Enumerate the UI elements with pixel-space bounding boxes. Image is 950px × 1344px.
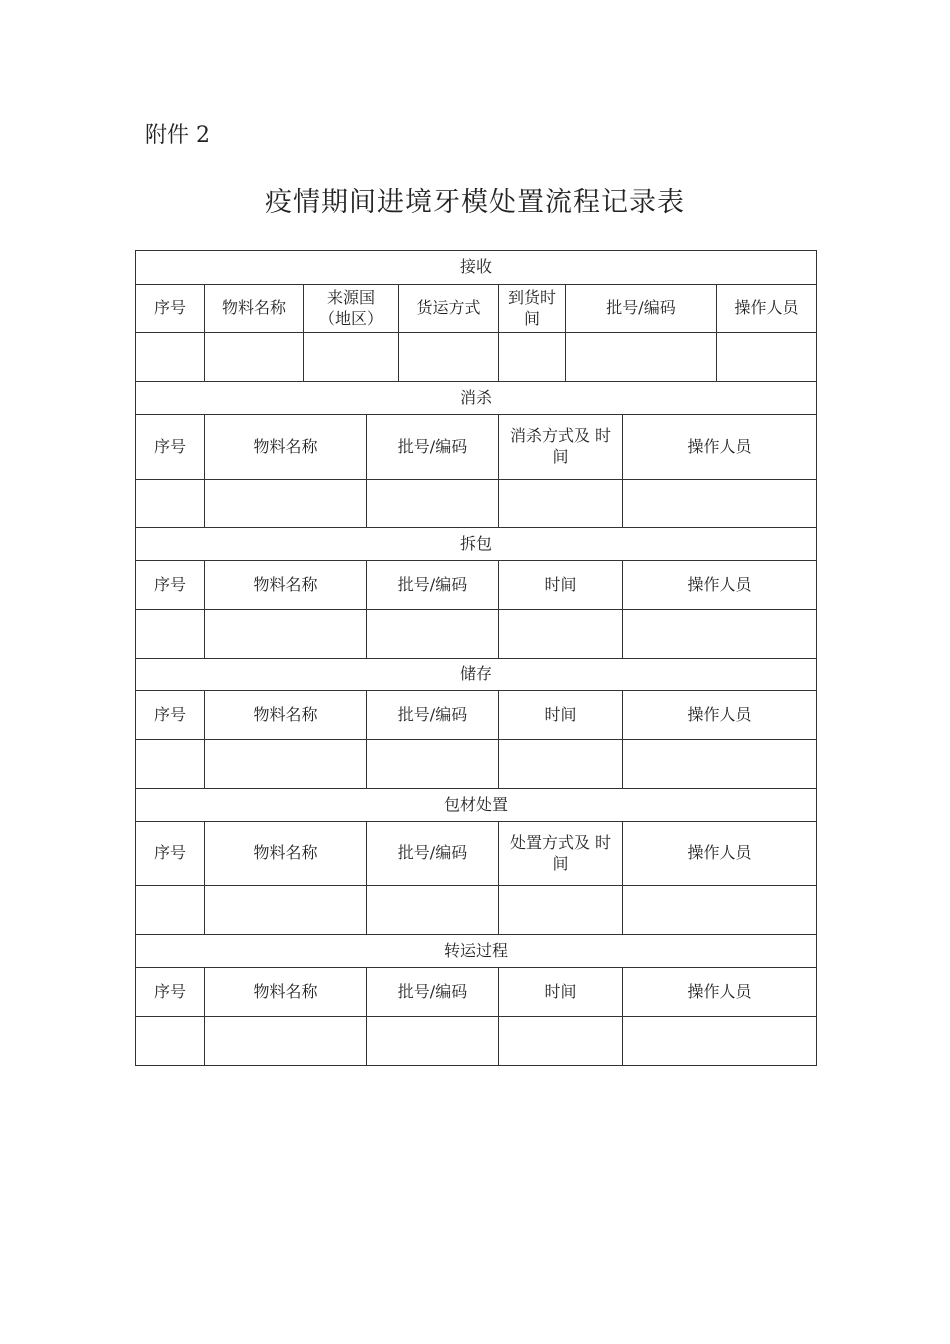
header-batch-code: 批号/编码 (367, 822, 499, 886)
header-time: 时间 (499, 968, 623, 1017)
input-cell[interactable] (499, 740, 623, 789)
header-disposal-line2: 间 (552, 853, 569, 873)
input-cell[interactable] (367, 480, 499, 528)
header-batch-code: 批号/编码 (367, 691, 499, 740)
input-cell[interactable] (205, 480, 367, 528)
input-cell[interactable] (623, 886, 817, 935)
header-operator: 操作人员 (623, 561, 817, 610)
header-operator: 操作人员 (717, 285, 817, 333)
input-cell[interactable] (717, 333, 817, 382)
input-cell[interactable] (367, 740, 499, 789)
header-origin-line1: 来源国 (326, 287, 375, 307)
input-cell[interactable] (367, 886, 499, 935)
input-cell[interactable] (499, 480, 623, 528)
input-cell[interactable] (566, 333, 717, 382)
header-material-name: 物料名称 (205, 968, 367, 1017)
input-cell[interactable] (499, 886, 623, 935)
input-cell[interactable] (136, 886, 205, 935)
header-disinfect-line2: 间 (552, 447, 569, 466)
header-seq: 序号 (136, 285, 205, 333)
header-time: 时间 (499, 561, 623, 610)
header-disinfect-line1: 消杀方式及 时 (509, 426, 612, 446)
input-cell[interactable] (304, 333, 399, 382)
section-title-storage: 储存 (136, 659, 817, 691)
header-seq: 序号 (136, 561, 205, 610)
input-cell[interactable] (136, 610, 205, 659)
header-origin-line2: （地区） (318, 308, 383, 328)
section-title-unpack: 拆包 (136, 528, 817, 561)
input-cell[interactable] (499, 333, 566, 382)
header-origin-country (304, 285, 399, 333)
header-arrival-time: 到货时间 (499, 285, 566, 333)
input-cell[interactable] (205, 1017, 367, 1066)
header-seq: 序号 (136, 415, 205, 480)
input-cell[interactable] (205, 886, 367, 935)
input-cell[interactable] (399, 333, 499, 382)
input-cell[interactable] (623, 1017, 817, 1066)
header-disposal-method-time (499, 822, 623, 886)
header-batch-code: 批号/编码 (367, 561, 499, 610)
section-title-transport: 转运过程 (136, 935, 817, 968)
section-title-receive: 接收 (136, 251, 817, 285)
header-material-name: 物料名称 (205, 561, 367, 610)
header-disposal-line1: 处置方式及 时 (509, 832, 612, 852)
input-cell[interactable] (136, 480, 205, 528)
header-shipping-method: 货运方式 (399, 285, 499, 333)
header-batch-code: 批号/编码 (367, 415, 499, 480)
header-seq: 序号 (136, 691, 205, 740)
input-cell[interactable] (367, 1017, 499, 1066)
input-cell[interactable] (205, 740, 367, 789)
input-cell[interactable] (367, 610, 499, 659)
header-material-name: 物料名称 (205, 691, 367, 740)
header-seq: 序号 (136, 822, 205, 886)
input-cell[interactable] (136, 740, 205, 789)
section-title-packaging: 包材处置 (136, 789, 817, 822)
attachment-label: 附件 2 (145, 123, 210, 148)
header-material-name: 物料名称 (205, 415, 367, 480)
input-cell[interactable] (205, 333, 304, 382)
section-title-disinfect: 消杀 (136, 382, 817, 415)
input-cell[interactable] (499, 1017, 623, 1066)
input-cell[interactable] (623, 480, 817, 528)
header-operator: 操作人员 (623, 968, 817, 1017)
input-cell[interactable] (623, 740, 817, 789)
record-table (135, 250, 817, 1066)
header-operator: 操作人员 (623, 691, 817, 740)
header-material-name: 物料名称 (205, 822, 367, 886)
header-material-name: 物料名称 (205, 285, 304, 333)
header-batch-code: 批号/编码 (566, 285, 717, 333)
input-cell[interactable] (205, 610, 367, 659)
input-cell[interactable] (499, 610, 623, 659)
header-time: 时间 (499, 691, 623, 740)
header-operator: 操作人员 (623, 822, 817, 886)
header-batch-code: 批号/编码 (367, 968, 499, 1017)
page-title: 疫情期间进境牙模处置流程记录表 (265, 187, 685, 218)
header-operator: 操作人员 (623, 415, 817, 480)
header-seq: 序号 (136, 968, 205, 1017)
input-cell[interactable] (623, 610, 817, 659)
header-disinfect-method-time (499, 415, 623, 480)
input-cell[interactable] (136, 1017, 205, 1066)
input-cell[interactable] (136, 333, 205, 382)
